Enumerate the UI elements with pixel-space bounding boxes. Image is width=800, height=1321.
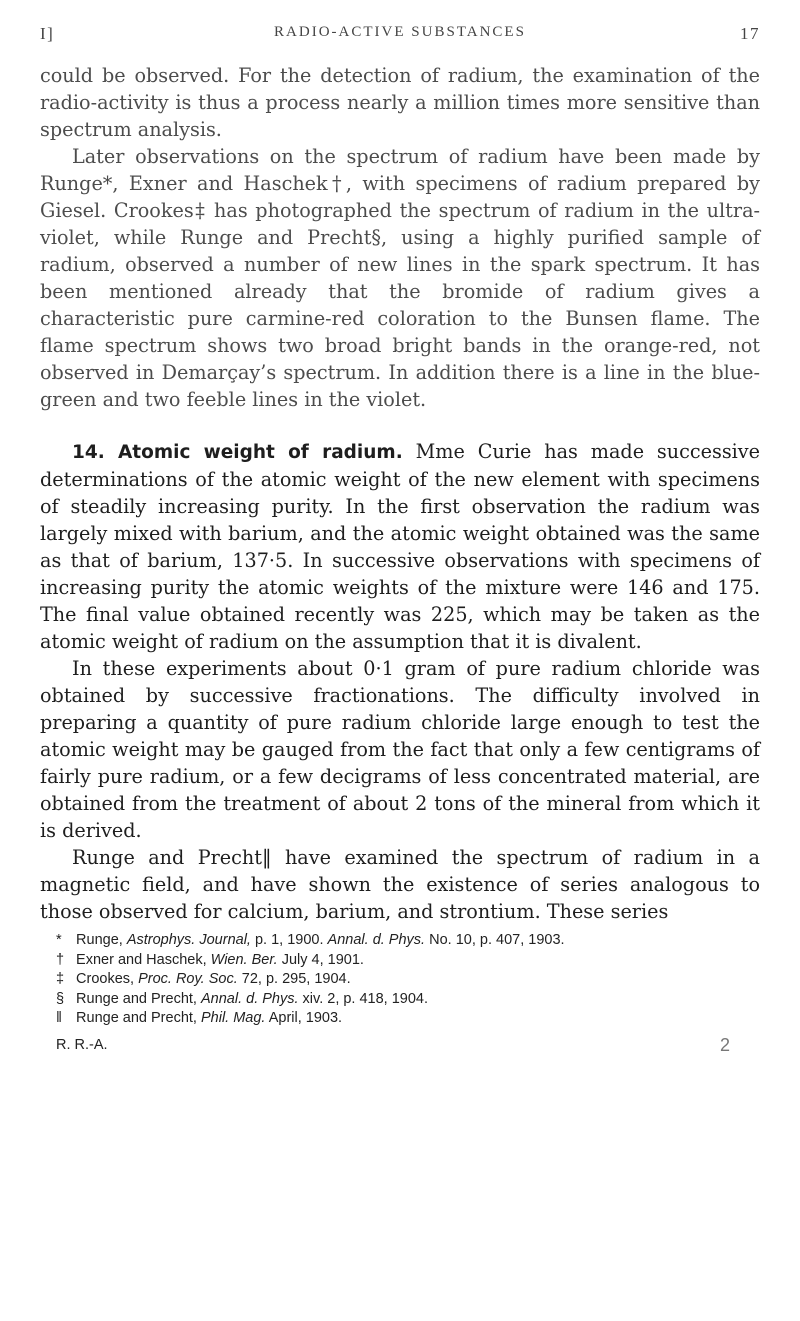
footnote-authors: Runge and Precht, (76, 1010, 197, 1026)
footnote-details: xiv. 2, p. 418, 1904. (302, 990, 429, 1007)
footnote (40, 990, 760, 1010)
footnote-authors: Runge, (76, 932, 123, 948)
footnote-mark: † (56, 951, 65, 968)
footnote-mark: ‡ (56, 971, 65, 987)
footnote (40, 1009, 760, 1029)
footnote-mark: § (56, 990, 65, 1007)
gathering-number: 2 (719, 1034, 730, 1055)
footnote-authors: Runge and Precht, (76, 990, 197, 1007)
section-heading: 14. Atomic weight of radium. (72, 442, 403, 463)
footnote (40, 951, 760, 971)
paragraph-atomic-weight (40, 438, 760, 655)
footnote-source: Phil. Mag. (200, 1010, 266, 1026)
book-signature: R. R.-A. (56, 1036, 108, 1053)
footnote-mark: * (56, 932, 62, 948)
body-text (40, 62, 760, 925)
chapter-marker: I] (40, 24, 55, 43)
footnote-source: Annal. d. Phys. (200, 990, 299, 1007)
footnote-source-2: Annal. d. Phys. (327, 932, 426, 948)
footnote-source: Wien. Ber. (210, 951, 278, 968)
footnote-source: Astrophys. Journal, (126, 932, 251, 948)
page-number: 17 (740, 24, 760, 43)
paragraph-continuation: could be observed. For the detection of radium, the examination of the radio-activity is thus a process nearly a million times more sensitive than spectrum analysis. (40, 64, 760, 141)
footnote-authors: Exner and Haschek, (76, 951, 207, 968)
footnote-details-2: No. 10, p. 407, 1903. (429, 932, 565, 948)
footnote-details: April, 1903. (268, 1010, 343, 1026)
footnote-details: July 4, 1901. (281, 951, 364, 968)
footnote-source: Proc. Roy. Soc. (138, 971, 238, 987)
footnotes (40, 931, 760, 1029)
paragraph-experiments: In these experiments about 0·1 gram of pure radium chloride was obtained by successive fractionations. The difficulty involved in preparing a quantity of pure radium chloride large enough to test the atomic weight may be gauged from the fact that only a few centigrams of fairly pure radium, or a few decigrams of less concentrated material, are obtained from the treatment of about 2 tons of the mineral from which it is derived. (40, 657, 760, 842)
paragraph-spectrum: Later observations on the spectrum of radium have been made by Runge*, Exner and Haschek†, with specimens of radium prepared by Giesel. Crookes‡ has photographed the spectrum of radium in the ultra-violet, while Runge and Precht§, using a highly purified sample of radium, observed a number of new lines in the spark spectrum. It has been mentioned already that the bromide of radium gives a characteristic pure carmine-red coloration to the Bunsen flame. The flame spectrum shows two broad bright bands in the orange-red, not observed in Demarçay’s spectrum. In addition there is a line in the blue-green and two feeble lines in the violet. (40, 145, 760, 411)
footnote (40, 931, 760, 951)
section-body: Mme Curie has made successive determinations of the atomic weight of the new element with specimens of steadily increasing purity. In the first observation the radium was largely mixed with barium, and the atomic weight obtained was the same as that of barium, 137·5. In successive observations with specimens of increasing purity the atomic weights of the mixture were 146 and 175. The final value obtained recently was 225, which may be taken as the atomic weight of radium on the assumption that it is divalent. (40, 440, 760, 653)
footnote-authors: Crookes, (76, 971, 135, 987)
footnote-details: p. 1, 1900. (254, 932, 324, 948)
footnote-mark: ‖ (56, 1010, 62, 1026)
footnote (40, 970, 760, 990)
signature-line (40, 1035, 760, 1059)
book-page (40, 20, 760, 1059)
page-header (40, 20, 760, 48)
footnote-details: 72, p. 295, 1904. (241, 971, 351, 987)
running-title: RADIO-ACTIVE SUBSTANCES (274, 24, 526, 40)
paragraph-magnetic-field: Runge and Precht‖ have examined the spectrum of radium in a magnetic field, and have shown the existence of series analogous to those observed for calcium, barium, and strontium. These series (40, 846, 760, 923)
